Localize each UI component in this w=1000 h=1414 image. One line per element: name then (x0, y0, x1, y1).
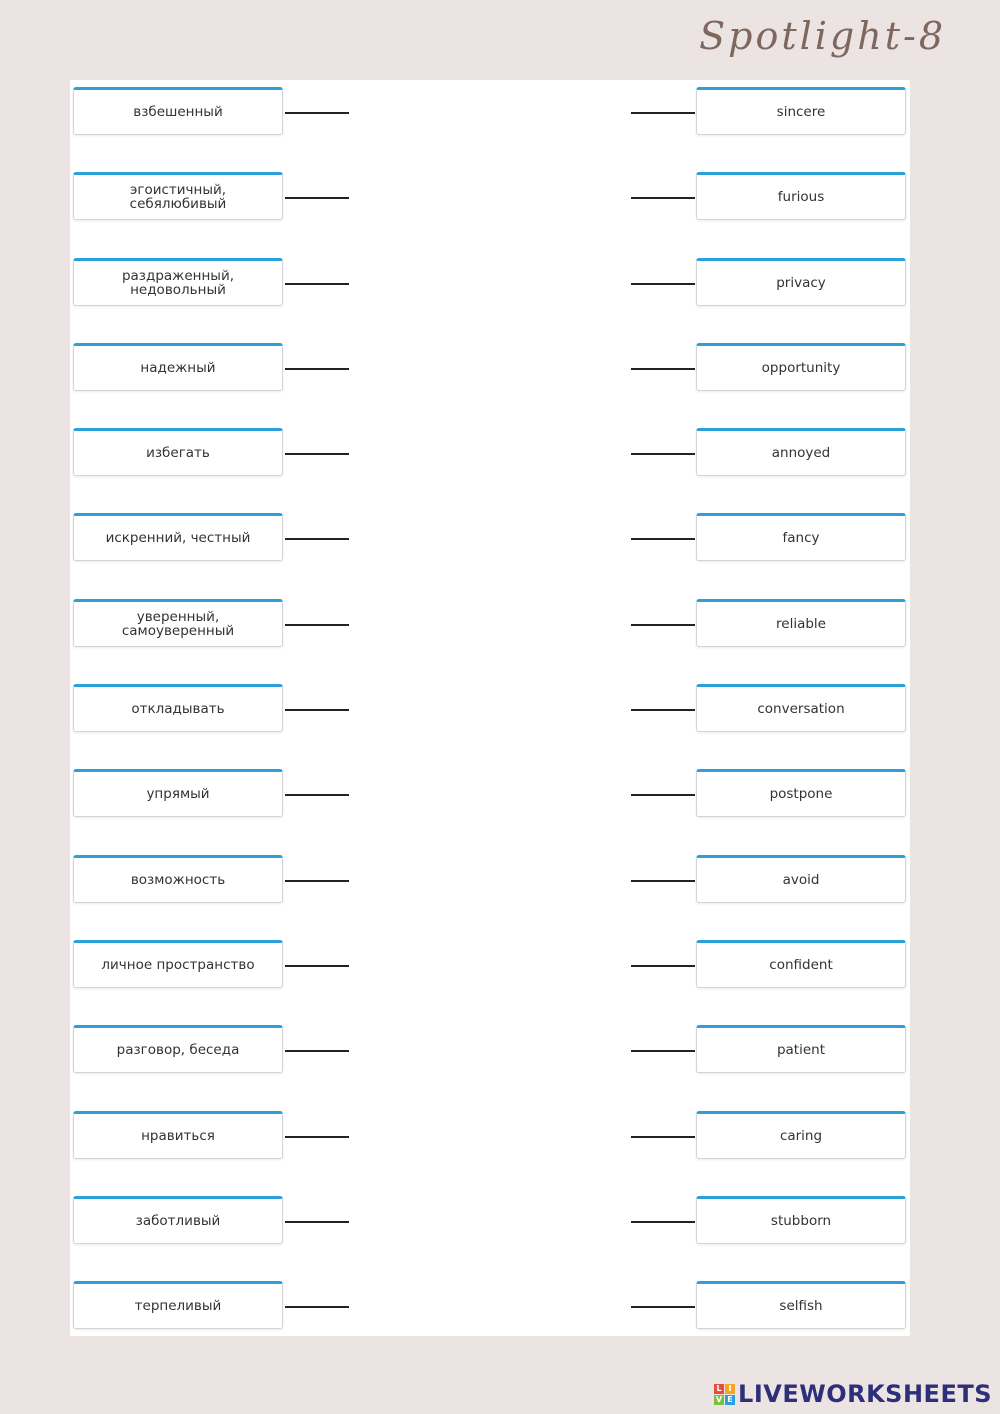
right-word-box[interactable]: annoyed (696, 428, 906, 476)
left-item[interactable] (70, 848, 350, 933)
left-item[interactable] (70, 1274, 350, 1359)
right-word-box[interactable]: privacy (696, 258, 906, 306)
left-item[interactable] (70, 80, 350, 165)
right-word-box[interactable]: stubborn (696, 1196, 906, 1244)
left-item[interactable] (70, 592, 350, 677)
right-item[interactable] (630, 165, 910, 250)
connector-line[interactable] (285, 368, 349, 370)
left-item[interactable] (70, 1104, 350, 1189)
brand-icon-letter: L (714, 1384, 724, 1394)
connector-line[interactable] (631, 197, 695, 199)
connector-line[interactable] (285, 112, 349, 114)
left-item[interactable] (70, 165, 350, 250)
connector-line[interactable] (631, 880, 695, 882)
right-item[interactable] (630, 1274, 910, 1359)
liveworksheets-logo (714, 1380, 992, 1408)
connector-line[interactable] (285, 197, 349, 199)
left-word-box[interactable]: уверенный, самоуверенный (73, 599, 283, 647)
left-item[interactable] (70, 506, 350, 591)
left-word-box[interactable]: эгоистичный, себялюбивый (73, 172, 283, 220)
left-column (70, 80, 350, 1359)
connector-line[interactable] (285, 624, 349, 626)
right-item[interactable] (630, 592, 910, 677)
connector-line[interactable] (631, 1221, 695, 1223)
left-item[interactable] (70, 933, 350, 1018)
connector-line[interactable] (285, 1221, 349, 1223)
right-item[interactable] (630, 336, 910, 421)
matching-sheet (70, 80, 910, 1336)
connector-line[interactable] (631, 453, 695, 455)
connector-line[interactable] (285, 965, 349, 967)
connector-line[interactable] (631, 624, 695, 626)
brand-icon-letter: E (725, 1395, 735, 1405)
connector-line[interactable] (631, 112, 695, 114)
brand-icon (714, 1384, 735, 1405)
right-item[interactable] (630, 1189, 910, 1274)
left-word-box[interactable]: откладывать (73, 684, 283, 732)
right-item[interactable] (630, 80, 910, 165)
right-word-box[interactable]: selfish (696, 1281, 906, 1329)
connector-line[interactable] (631, 538, 695, 540)
connector-line[interactable] (285, 1136, 349, 1138)
connector-line[interactable] (631, 794, 695, 796)
right-item[interactable] (630, 251, 910, 336)
left-word-box[interactable]: взбешенный (73, 87, 283, 135)
connector-line[interactable] (285, 1306, 349, 1308)
right-word-box[interactable]: avoid (696, 855, 906, 903)
right-word-box[interactable]: caring (696, 1111, 906, 1159)
connector-line[interactable] (631, 1050, 695, 1052)
left-word-box[interactable]: искренний, честный (73, 513, 283, 561)
right-item[interactable] (630, 762, 910, 847)
connector-line[interactable] (285, 1050, 349, 1052)
left-item[interactable] (70, 762, 350, 847)
brand-icon-letter: V (715, 1394, 723, 1404)
left-item[interactable] (70, 336, 350, 421)
right-word-box[interactable]: postpone (696, 769, 906, 817)
connector-line[interactable] (285, 794, 349, 796)
right-item[interactable] (630, 1104, 910, 1189)
left-word-box[interactable]: заботливый (73, 1196, 283, 1244)
right-word-box[interactable]: confident (696, 940, 906, 988)
left-item[interactable] (70, 1189, 350, 1274)
right-item[interactable] (630, 677, 910, 762)
left-item[interactable] (70, 1018, 350, 1103)
right-word-box[interactable]: patient (696, 1025, 906, 1073)
right-word-box[interactable]: opportunity (696, 343, 906, 391)
connector-line[interactable] (631, 368, 695, 370)
brand-icon-letter: I (725, 1384, 735, 1394)
left-word-box[interactable]: терпеливый (73, 1281, 283, 1329)
right-word-box[interactable]: furious (696, 172, 906, 220)
connector-line[interactable] (285, 453, 349, 455)
left-word-box[interactable]: избегать (73, 428, 283, 476)
left-word-box[interactable]: раздраженный, недовольный (73, 258, 283, 306)
left-item[interactable] (70, 251, 350, 336)
left-word-box[interactable]: нравиться (73, 1111, 283, 1159)
right-item[interactable] (630, 506, 910, 591)
connector-line[interactable] (631, 965, 695, 967)
right-column (630, 80, 910, 1359)
right-word-box[interactable]: reliable (696, 599, 906, 647)
connector-line[interactable] (285, 538, 349, 540)
connector-line[interactable] (631, 709, 695, 711)
worksheet-title: Spotlight-8 (699, 14, 946, 58)
right-word-box[interactable]: fancy (696, 513, 906, 561)
connector-line[interactable] (285, 283, 349, 285)
left-word-box[interactable]: личное пространство (73, 940, 283, 988)
left-item[interactable] (70, 421, 350, 506)
left-word-box[interactable]: надежный (73, 343, 283, 391)
connector-line[interactable] (631, 1306, 695, 1308)
left-word-box[interactable]: разговор, беседа (73, 1025, 283, 1073)
right-word-box[interactable]: sincere (696, 87, 906, 135)
connector-line[interactable] (285, 709, 349, 711)
connector-line[interactable] (285, 880, 349, 882)
brand-name: LIVEWORKSHEETS (738, 1380, 992, 1408)
left-item[interactable] (70, 677, 350, 762)
left-word-box[interactable]: возможность (73, 855, 283, 903)
connector-line[interactable] (631, 1136, 695, 1138)
right-item[interactable] (630, 421, 910, 506)
right-item[interactable] (630, 1018, 910, 1103)
right-item[interactable] (630, 933, 910, 1018)
right-item[interactable] (630, 848, 910, 933)
right-word-box[interactable]: conversation (696, 684, 906, 732)
left-word-box[interactable]: упрямый (73, 769, 283, 817)
connector-line[interactable] (631, 283, 695, 285)
